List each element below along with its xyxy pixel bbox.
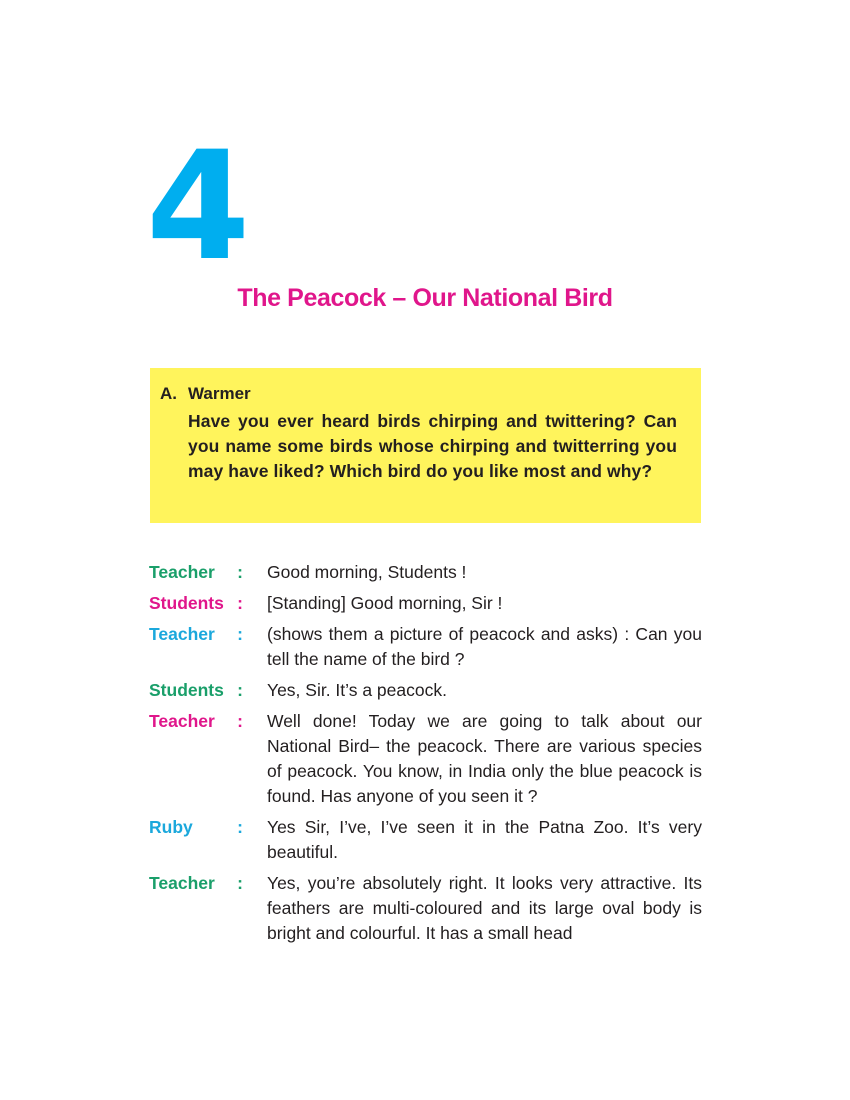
dialogue [149,560,702,952]
speaker-label [149,560,246,585]
speech-text: [Standing] Good morning, Sir ! [267,593,503,613]
speaker-colon: : [237,817,243,837]
speaker-label [149,709,246,809]
speaker-label [149,678,246,703]
speech-text: Good morning, Students ! [267,562,467,582]
chapter-number: 4 [146,120,247,294]
warmer-box [150,368,701,523]
dialogue-line [149,815,702,865]
speech-text: Yes, Sir. It’s a peacock. [267,680,447,700]
speaker-colon: : [237,680,243,700]
dialogue-line [149,591,702,616]
dialogue-line [149,871,702,946]
speaker-name: Teacher [149,873,215,893]
speaker-name: Students [149,680,224,700]
speaker-colon: : [237,873,243,893]
dialogue-line [149,709,702,809]
warmer-heading [160,383,677,405]
chapter-title: The Peacock – Our National Bird [237,284,613,312]
speaker-name: Students [149,593,224,613]
speaker-name: Teacher [149,624,215,644]
speaker-colon: : [237,624,243,644]
speaker-label [149,622,246,672]
warmer-title: Warmer [188,384,251,403]
speaker-name: Teacher [149,562,215,582]
speech-text: (shows them a picture of peacock and asks) : Can you tell the name of the bird ? [267,624,702,669]
speech-text: Yes, you’re absolutely right. It looks very attractive. Its feathers are multi-coloured and its large oval body is bright and colourful. It has a small head [267,873,702,943]
warmer-label: A. [160,384,177,403]
dialogue-line [149,678,702,703]
speaker-label [149,871,246,946]
speaker-colon: : [237,593,243,613]
speaker-colon: : [237,562,243,582]
speaker-name: Ruby [149,817,193,837]
speech-text: Yes Sir, I’ve, I’ve seen it in the Patna Zoo. It’s very beautiful. [267,817,702,862]
warmer-text: Have you ever heard birds chirping and twittering? Can you name some birds whose chirping and twitterring you may have liked? Which bird do you like most and why? [188,411,677,481]
dialogue-line [149,560,702,585]
speaker-label [149,591,246,616]
speech-text: Well done! Today we are going to talk about our National Bird– the peacock. There are various species of peacock. You know, in India only the blue peacock is found. Has anyone of you seen it ? [267,711,702,806]
speaker-label [149,815,246,865]
speaker-name: Teacher [149,711,215,731]
speaker-colon: : [237,711,243,731]
dialogue-line [149,622,702,672]
